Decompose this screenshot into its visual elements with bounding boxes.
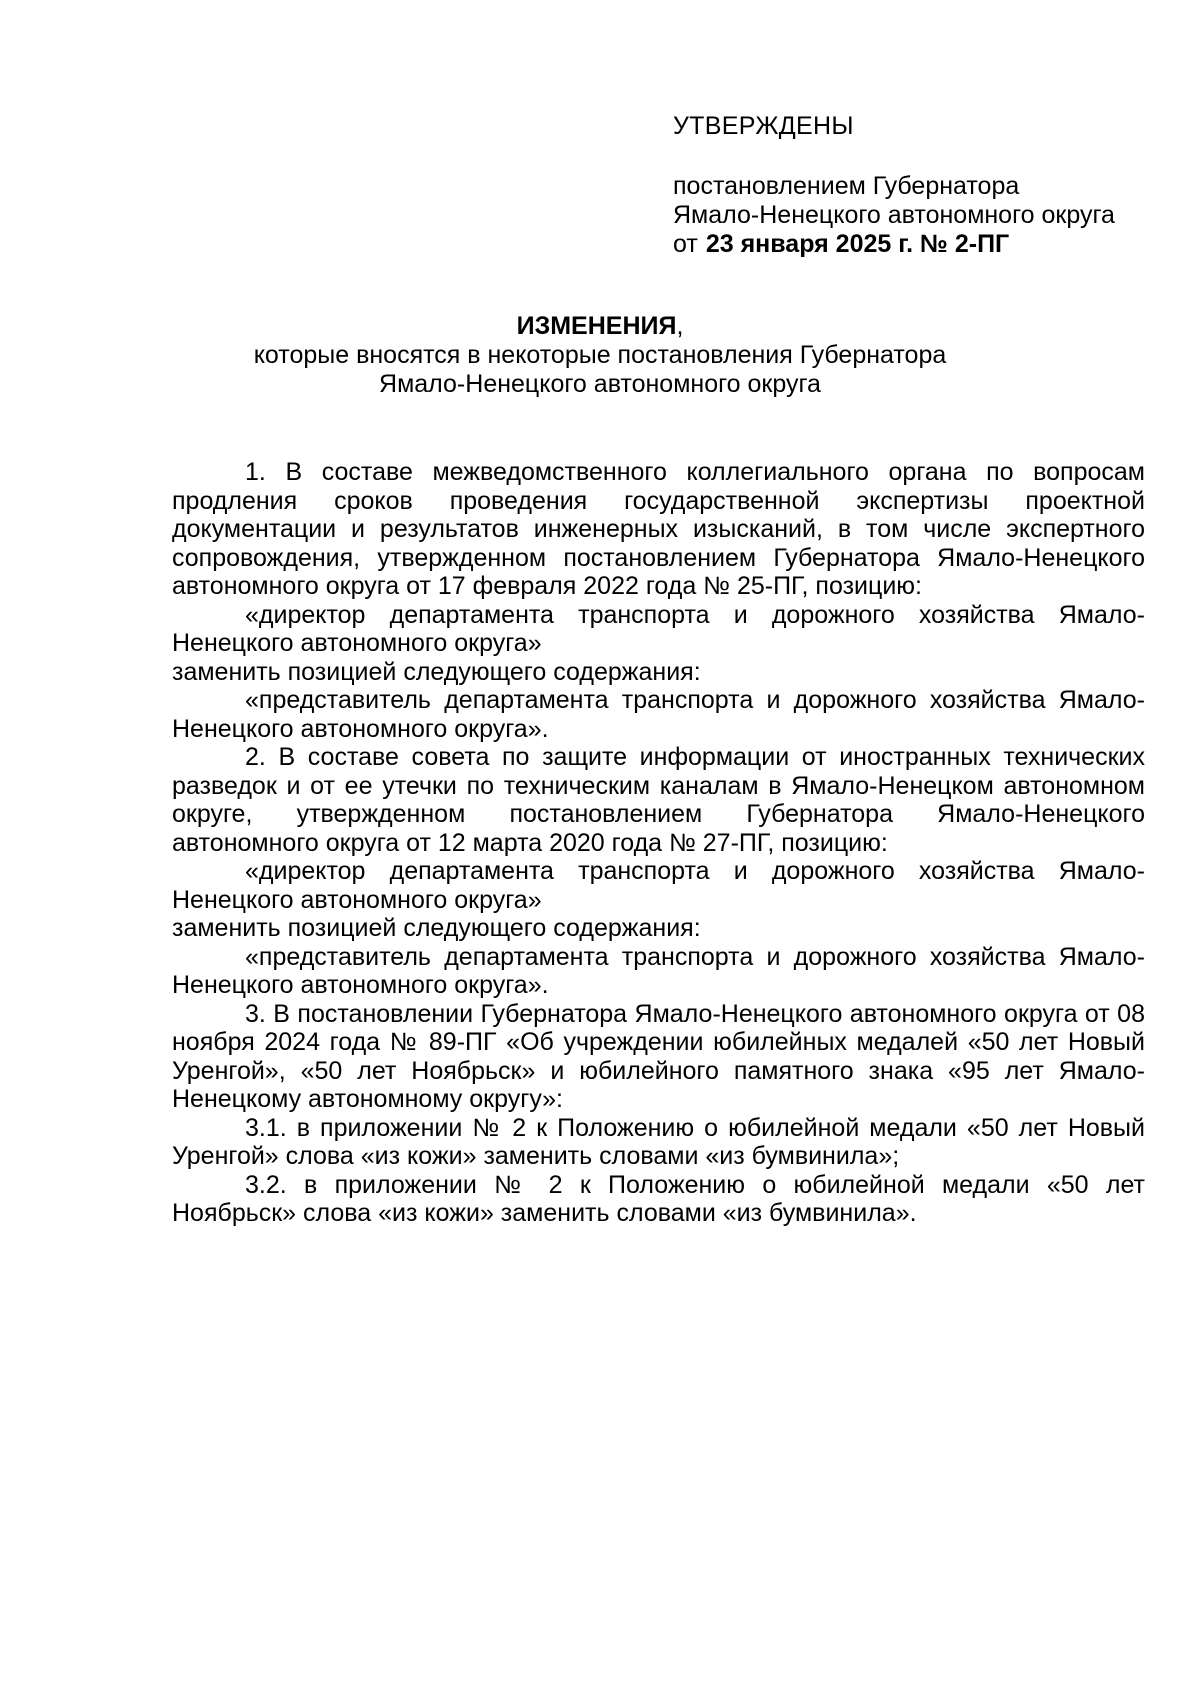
paragraph-2: 2. В составе совета по защите информации от иностранных технических разведок и от ее утечки по техническим каналам в Ямало-Ненецком автономном округе, утвержденном постановлением Губернатора Ямало-Ненецкого автономного округа от 12 марта 2020 года № 27-ПГ, позицию: [172, 743, 1145, 857]
paragraph-1: 1. В составе межведомственного коллегиального органа по вопросам продления сроков проведения государственной экспертизы проектной документации и результатов инженерных изысканий, в том числе экспертного сопровождения, утвержденном постановлением Губернатора Ямало-Ненецкого автономного округа от 17 февраля 2022 года № 25-ПГ, позицию: [172, 458, 1145, 600]
document-title-block [0, 312, 1200, 399]
paragraph-1-new-position: «представитель департамента транспорта и дорожного хозяйства Ямало-Ненецкого автономного округа». [172, 686, 1145, 743]
document-title [0, 312, 1200, 341]
approval-heading: УТВЕРЖДЕНЫ [673, 112, 854, 140]
approval-line-2: Ямало-Ненецкого автономного округа [673, 201, 1115, 229]
approval-date-prefix: от [673, 230, 698, 258]
paragraph-3-1: 3.1. в приложении № 2 к Положению о юбилейной медали «50 лет Новый Уренгой» слова «из кожи» заменить словами «из бумвинила»; [172, 1113, 1145, 1170]
document-body [172, 458, 1145, 1228]
paragraph-3: 3. В постановлении Губернатора Ямало-Ненецкого автономного округа от 08 ноября 2024 года № 89-ПГ «Об учреждении юбилейных медалей «50 лет Новый Уренгой», «50 лет Ноябрьск» и юбилейного памятного знака «95 лет Ямало-Ненецкому автономному округу»: [172, 999, 1145, 1113]
approval-block [673, 112, 1153, 259]
document-title-comma: , [676, 312, 684, 340]
paragraph-1-old-position: «директор департамента транспорта и дорожного хозяйства Ямало-Ненецкого автономного округа» [172, 600, 1145, 657]
paragraph-2-replace-note: заменить позицией следующего содержания: [172, 914, 701, 942]
document-subtitle-2: Ямало-Ненецкого автономного округа [379, 370, 821, 398]
paragraph-3-2: 3.2. в приложении № 2 к Положению о юбилейной медали «50 лет Ноябрьск» слова «из кожи» заменить словами «из бумвинила». [172, 1170, 1145, 1227]
approval-decree-number: 23 января 2025 г. № 2-ПГ [705, 230, 1010, 258]
document-title-main: ИЗМЕНЕНИЯ [516, 312, 677, 340]
approval-line-3 [673, 230, 1153, 259]
paragraph-2-old-position: «директор департамента транспорта и дорожного хозяйства Ямало-Ненецкого автономного округа» [172, 857, 1145, 914]
paragraph-2-new-position: «представитель департамента транспорта и дорожного хозяйства Ямало-Ненецкого автономного округа». [172, 942, 1145, 999]
document-subtitle-1: которые вносятся в некоторые постановления Губернатора [253, 341, 947, 369]
paragraph-1-replace-note: заменить позицией следующего содержания: [172, 657, 701, 686]
approval-line-1: постановлением Губернатора [673, 172, 1020, 200]
